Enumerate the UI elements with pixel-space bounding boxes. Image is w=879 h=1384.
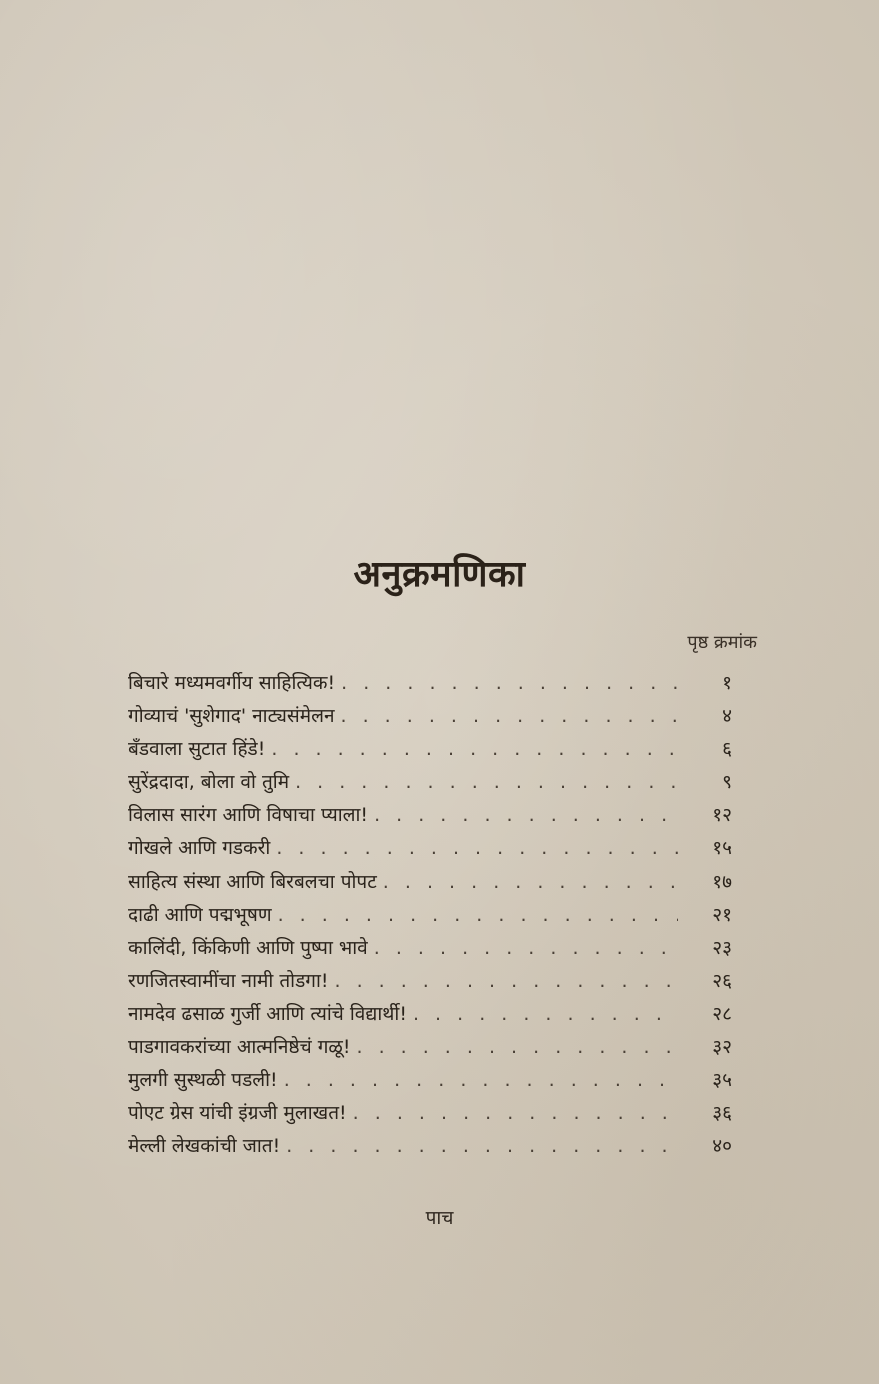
page-number-column-header: पृष्ठ क्रमांक	[687, 632, 757, 653]
toc-entry	[128, 832, 738, 865]
toc-leader-dots	[295, 766, 678, 799]
toc-entry-page: १२	[712, 804, 732, 827]
toc-leader-dots	[374, 799, 678, 832]
toc-entry-title: बिचारे मध्यमवर्गीय साहित्यिक!	[128, 672, 336, 694]
toc-entry-page: १	[722, 672, 732, 694]
toc-entry-page: ३५	[712, 1069, 732, 1092]
toc-leader-dots	[341, 667, 678, 700]
toc-entry-page: ६	[722, 738, 732, 761]
toc-entry-title: मेल्ली लेखकांची जात!	[128, 1135, 281, 1158]
toc-entry-page: ३२	[712, 1036, 732, 1059]
toc-leader-dots	[278, 899, 678, 932]
toc-entry-title: साहित्य संस्था आणि बिरबलचा पोपट	[128, 870, 377, 893]
toc-leader-dots	[284, 1064, 678, 1097]
toc-leader-dots	[353, 1097, 678, 1130]
toc-entry	[128, 866, 738, 899]
toc-entry-title: कालिंदी, किंकिणी आणि पुष्पा भावे	[128, 936, 368, 959]
toc-entry-title: गोखले आणि गडकरी	[128, 837, 271, 860]
toc-entry-page: ३६	[712, 1102, 732, 1125]
toc-entry-title: नामदेव ढसाळ गुर्जी आणि त्यांचे विद्यार्थी!	[128, 1002, 407, 1025]
toc-entry-page: ९	[722, 771, 732, 794]
toc-leader-dots	[286, 1130, 678, 1163]
toc-entry-page: ४०	[712, 1135, 732, 1158]
toc-leader-dots	[413, 998, 678, 1031]
toc-entry	[128, 1130, 738, 1163]
toc-entry-title: दाढी आणि पद्मभूषण	[128, 903, 272, 926]
toc-leader-dots	[276, 832, 678, 865]
toc-leader-dots	[341, 700, 678, 733]
toc-entry	[128, 1097, 738, 1130]
toc-entry-page: २१	[712, 903, 732, 926]
toc-entry-page: २६	[712, 969, 732, 992]
toc-entry	[128, 766, 738, 799]
toc-entry	[128, 965, 738, 998]
toc-leader-dots	[383, 866, 678, 899]
page-title: अनुक्रमणिका	[353, 554, 526, 595]
toc-leader-dots	[374, 932, 678, 965]
toc-entry-page: १७	[712, 870, 732, 893]
toc-entry	[128, 667, 738, 700]
toc-entry	[128, 899, 738, 932]
toc-entry-title: पोएट ग्रेस यांची इंग्रजी मुलाखत!	[128, 1102, 347, 1125]
toc-leader-dots	[271, 733, 678, 766]
toc-leader-dots	[334, 965, 678, 998]
toc-leader-dots	[356, 1031, 678, 1064]
toc-entry-page: २८	[712, 1002, 732, 1025]
toc-entry	[128, 932, 738, 965]
toc-entry-page: २३	[712, 936, 732, 959]
toc-entry-title: पाडगावकरांच्या आत्मनिष्ठेचं गळू!	[128, 1036, 351, 1059]
table-of-contents	[128, 667, 738, 1163]
toc-entry	[128, 1031, 738, 1064]
toc-entry-title: गोव्याचं 'सुशेगाद' नाट्यसंमेलन	[128, 705, 335, 728]
toc-entry	[128, 998, 738, 1031]
toc-entry-title: सुरेंद्रदादा, बोला वो तुमि	[128, 771, 290, 794]
toc-entry	[128, 700, 738, 733]
toc-entry-page: १५	[712, 837, 732, 860]
toc-entry-page: ४	[722, 705, 732, 728]
footer-page-number: पाच	[425, 1207, 454, 1229]
toc-entry	[128, 733, 738, 766]
toc-entry-title: बँडवाला सुटात हिंडे!	[128, 738, 266, 761]
toc-entry-title: मुलगी सुस्थळी पडली!	[128, 1069, 278, 1092]
toc-entry-title: रणजितस्वामींचा नामी तोडगा!	[128, 969, 329, 992]
toc-entry	[128, 799, 738, 832]
toc-entry	[128, 1064, 738, 1097]
toc-entry-title: विलास सारंग आणि विषाचा प्याला!	[128, 804, 369, 827]
